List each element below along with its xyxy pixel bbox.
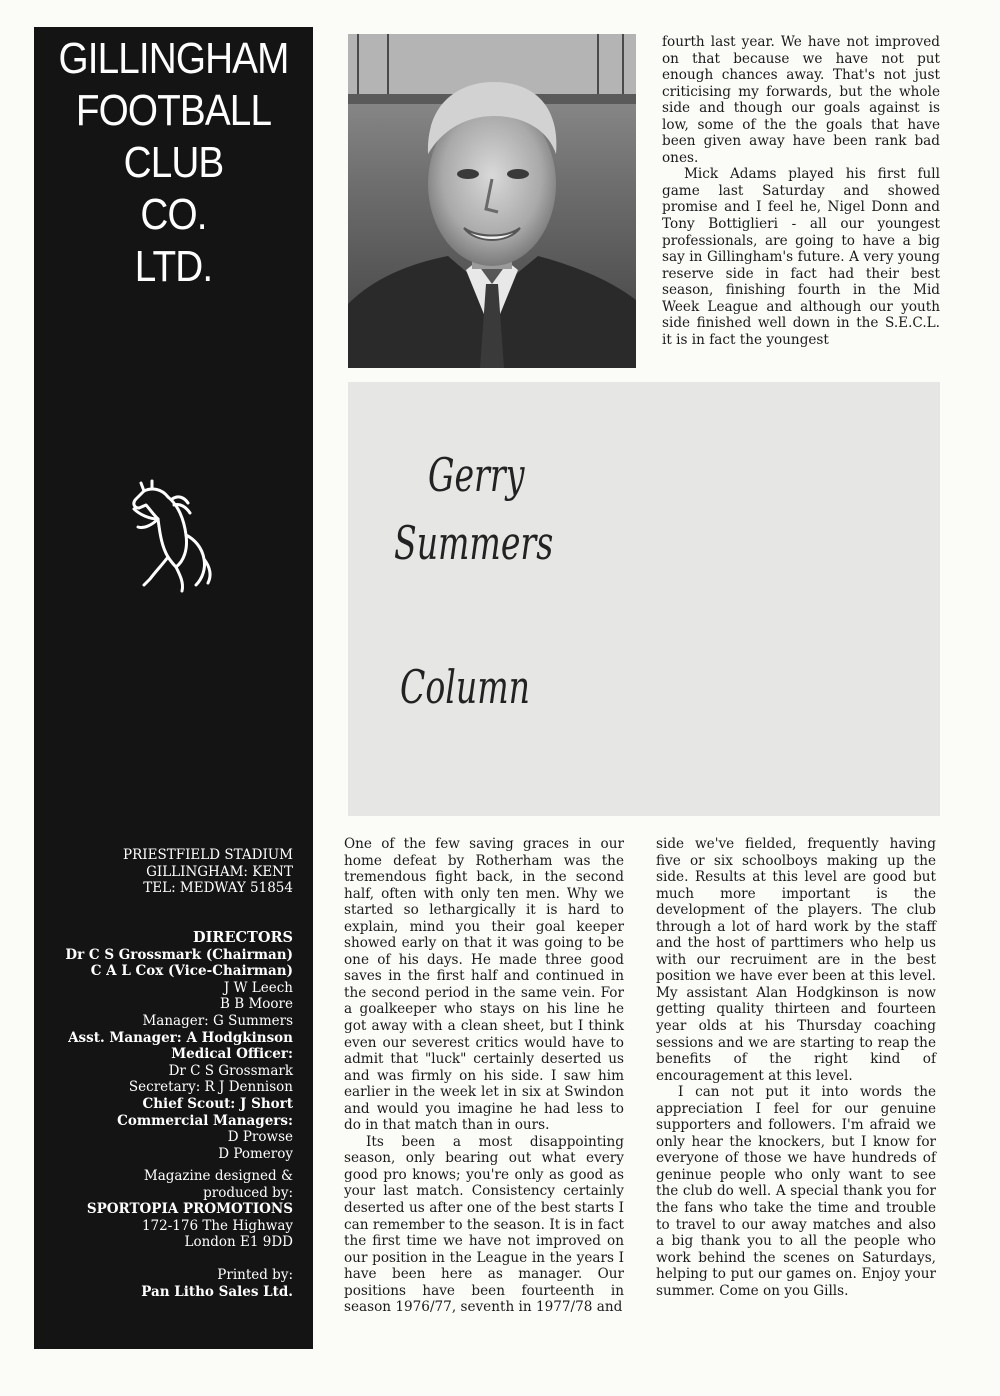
article-column-2 <box>344 836 624 1316</box>
club-name-line: CO. <box>140 190 207 239</box>
directors-heading: DIRECTORS <box>193 929 293 946</box>
club-name-line: FOOTBALL <box>75 86 272 135</box>
article-paragraph: One of the few saving graces in our home defeat by Rotherham was the tremendous fight back, in the second half, often with only ten men. Why we started so lethargically it is hard to explain, mind you their goal keeper showed early on that it was going to be one of his days. He made three good saves in the first half and continued in the second period in the same vein. For a goalkeeper who stays on his line he got away with a clean sheet, but I think even our severest critics would have to admit that "luck" certainly deserted us and was firmly on his side. I saw him earlier in the week let in six at Swindon and would you imagine he had less to do in that match than in ours. <box>344 836 624 1134</box>
article-paragraph: Mick Adams played his first full game last Saturday and showed promise and I feel he, Nigel Donn and Tony Bottiglieri - all our youngest professionals, are going to have a big say in Gillingham's future. A very young reserve side in fact had their best season, finishing fourth in the Mid Week League and although our youth side finished well down in the S.E.C.L. it is in fact the youngest <box>662 166 940 348</box>
club-name-line: CLUB <box>123 138 224 187</box>
staff-line: Medical Officer: <box>171 1046 293 1063</box>
article-paragraph: fourth last year. We have not improved on that because we have not put enough chances away. That's not just criticising my forwards, but the whole side and though our goals against is low, some of the the goals that have been given away have been rank bad ones. <box>662 34 940 166</box>
address-line: PRIESTFIELD STADIUM <box>123 847 293 863</box>
credit-line: London E1 9DD <box>184 1234 293 1251</box>
printer-name: Pan Litho Sales Ltd. <box>141 1283 293 1300</box>
heading-last-name: Summers <box>394 516 554 570</box>
staff-line: Commercial Managers: <box>117 1112 293 1129</box>
article-column-1 <box>662 34 940 348</box>
club-name-line: LTD. <box>134 242 213 291</box>
staff-line: Secretary: R J Dennison <box>128 1079 293 1096</box>
club-name-line: GILLINGHAM <box>58 34 289 83</box>
address-line: GILLINGHAM: KENT <box>146 863 293 880</box>
director-line: J W Leech <box>223 979 293 996</box>
horse-emblem-icon <box>122 475 222 595</box>
address-line: TEL: MEDWAY 51854 <box>143 880 293 897</box>
staff-line: Manager: G Summers <box>142 1012 293 1029</box>
directors-list <box>65 930 293 1162</box>
heading-first-name: Gerry <box>428 448 525 502</box>
article-paragraph: Its been a most disappointing season, only bearing out what every good pro knows; you're only as good as your last match. Consistency certainly deserted us after one of the best starts I can remember to the season. It is in fact the first time we have not improved on our position in the League in the years I have been here as manager. Our positions have been fourteenth in season 1976/77, seventh in 1977/78 and <box>344 1133 624 1316</box>
director-line: C A L Cox (Vice-Chairman) <box>90 963 293 980</box>
article-paragraph: I can not put it into words the appreciation I feel for our genuine supporters and followers. I'm afraid we only hear the knockers, but I know for everyone of those we have hundreds of geninue people who only want to see the club do well. A special thank you for the fans who take the time and trouble to travel to our away matches and also a big thank you to all the people who work behind the scenes on Saturdays, helping to put our games on. Enjoy your summer. Come on you Gills. <box>656 1084 936 1299</box>
club-name <box>51 33 297 293</box>
staff-line: D Prowse <box>227 1129 293 1146</box>
credit-line: Magazine designed & <box>143 1168 293 1184</box>
sidebar <box>34 27 313 1349</box>
printed-by-label: Printed by: <box>217 1266 293 1283</box>
staff-line: Chief Scout: J Short <box>142 1095 293 1112</box>
credit-line: 172-176 The Highway <box>141 1217 293 1234</box>
portrait-image <box>348 34 636 368</box>
director-line: Dr C S Grossmark (Chairman) <box>65 946 293 963</box>
credit-line: SPORTOPIA PROMOTIONS <box>86 1201 293 1218</box>
heading-column-word: Column <box>400 660 530 714</box>
column-heading-panel <box>348 382 940 816</box>
article-column-3 <box>656 836 936 1299</box>
stadium-address <box>123 847 293 897</box>
manager-photo <box>348 34 636 368</box>
credits <box>87 1168 293 1300</box>
credit-line: produced by: <box>203 1184 293 1201</box>
staff-line: Asst. Manager: A Hodgkinson <box>68 1029 293 1046</box>
article-paragraph: side we've fielded, frequently having five or six schoolboys making up the side. Results at this level are good but much more important is the development of the players. The club through a lot of hard work by the staff and the host of parttimers who help us with our recruiment are in the best position we have ever been at this level. My assistant Alan Hodgkinson is now getting quality thirteen and fourteen year olds at his Thursday coaching sessions and we are starting to reap the benefits of the right kind of encouragement at this level. <box>656 836 936 1084</box>
director-line: B B Moore <box>220 996 293 1013</box>
staff-line: Dr C S Grossmark <box>168 1062 293 1079</box>
staff-line: D Pomeroy <box>218 1145 293 1162</box>
